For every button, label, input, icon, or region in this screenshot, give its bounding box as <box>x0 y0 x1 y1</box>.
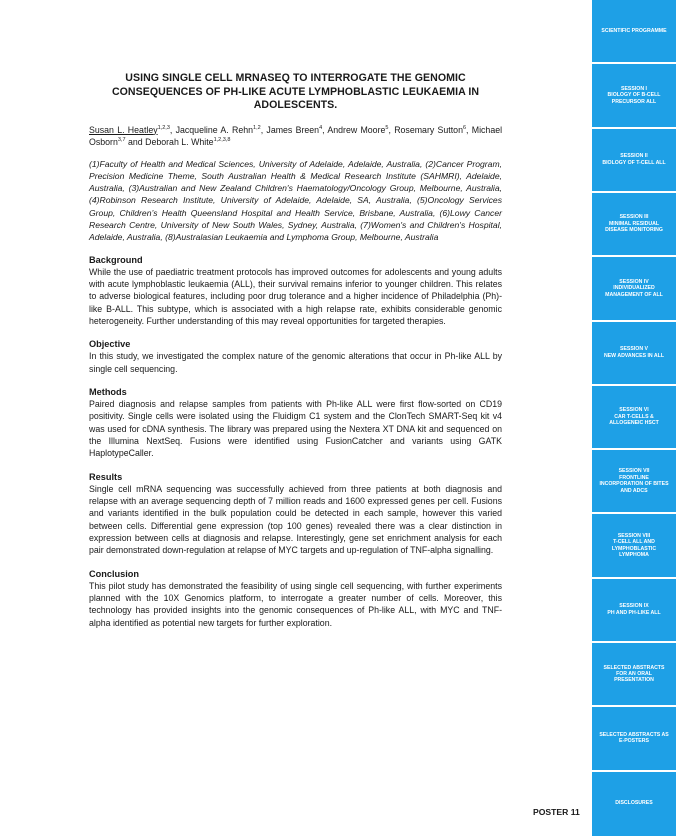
sidebar-item-label: SESSION I BIOLOGY OF B-CELL PRECURSOR ALL <box>607 85 661 105</box>
author-affiliation-marker: 1,2,3,8 <box>213 136 231 143</box>
section-body-conclusion: This pilot study has demonstrated the feasibility of using single cell sequencing, with further experiments planned with the 10X Genomics platform, to interrogate a greater number of cells. Moreover, this technology has provided insights into the genomic consequences of Ph-like ALL, with MYC and TNF-alpha identified as potential new targets for further exploration. <box>89 580 502 628</box>
section-body-methods: Paired diagnosis and relapse samples from patients with Ph-like ALL were first flow-sorted on CD19 positivity. Single cells were isolated using the Fluidigm C1 system and the ClonTech SMART-Seq kit v4 was used for cDNA synthesis. The library was prepared using the Nextera XT DNA kit and sequenced on the Illumina NextSeq. Fusions were identified using FusionCatcher and variants using GATK HaplotypeCaller. <box>89 398 502 459</box>
session-sidebar <box>592 0 676 836</box>
sidebar-item-label: SESSION VI CAR T-CELLS & ALLOGENEIC HSCT <box>609 407 659 427</box>
section-body-results: Single cell mRNA sequencing was successfully achieved from three patients at both diagnosis and relapse with an average sequencing depth of 7 million reads and 1600 expressed genes per cell. Fusions and variants identified in the bulk population could be detected in each sample, however this varied between cells. Differential gene expression (top 100 genes) revealed there was a clear distinction in expression between cells at diagnosis and relapse. Interestingly, gene set enrichment analysis for each pair demonstrated down-regulation at relapse of MYC targets and up-regulation of TNF-alpha signalling. <box>89 483 502 556</box>
sidebar-item-label: SESSION IX PH AND PH-LIKE ALL <box>607 603 661 616</box>
sidebar-item-label: SESSION III MINIMAL RESIDUAL DISEASE MONITORING <box>605 214 663 234</box>
author-separator: , <box>260 124 267 135</box>
author-name: Susan L. Heatley <box>89 124 158 135</box>
sidebar-item-label: SCIENTIFIC PROGRAMME <box>601 27 667 34</box>
sidebar-item-10[interactable] <box>592 579 676 641</box>
sidebar-item-7[interactable] <box>592 386 676 448</box>
author-affiliation-marker: 4 <box>319 124 323 131</box>
author-name: James Breen <box>266 124 320 135</box>
author-affiliation-marker: 6 <box>462 124 467 131</box>
author-separator: , <box>169 124 176 135</box>
abstract-title: USING SINGLE CELL MRNASEQ TO INTERROGATE THE GENOMIC CONSEQUENCES OF PH-LIKE ACUTE LYMPHOBLASTIC LEUKAEMIA IN ADOLESCENTS. <box>111 72 480 111</box>
author-name: Michael Osborn <box>89 124 503 147</box>
section-body-objective: In this study, we investigated the complex nature of the genomic alterations that occur in Ph-like ALL by single cell sequencing. <box>89 351 502 374</box>
sidebar-item-2[interactable] <box>592 64 676 126</box>
sidebar-item-3[interactable] <box>592 129 676 191</box>
sidebar-item-label: DISCLOSURES <box>615 799 653 806</box>
sidebar-item-5[interactable] <box>592 257 676 319</box>
sidebar-item-9[interactable] <box>592 514 676 576</box>
sidebar-item-label: SESSION II BIOLOGY OF T-CELL ALL <box>602 153 666 166</box>
sidebar-item-11[interactable] <box>592 643 676 705</box>
section-heading-results: Results <box>89 471 123 482</box>
author-separator: , <box>466 124 472 135</box>
abstract-sections <box>89 254 502 630</box>
author-name: Deborah L. White <box>145 136 214 147</box>
sidebar-item-label: SELECTED ABSTRACTS FOR AN ORAL PRESENTATION <box>603 664 665 684</box>
author-affiliation-marker: 3,7 <box>117 136 126 143</box>
sidebar-item-label: SESSION IV INDIVIDUALIZED MANAGEMENT OF ALL <box>605 278 663 298</box>
sidebar-item-12[interactable] <box>592 707 676 769</box>
author-separator: , <box>388 124 395 135</box>
sidebar-item-13[interactable] <box>592 772 676 834</box>
sidebar-item-label: SELECTED ABSTRACTS AS E-POSTERS <box>599 732 669 745</box>
sidebar-item-4[interactable] <box>592 193 676 255</box>
section-heading-conclusion: Conclusion <box>89 568 140 579</box>
author-separator: , <box>322 124 328 135</box>
sidebar-item-label: SESSION VII FRONTLINE INCORPORATION OF BITES AND ADCS <box>599 468 669 494</box>
section-heading-background: Background <box>89 254 143 265</box>
author-list <box>89 124 502 148</box>
author-name: Jacqueline A. Rehn <box>175 124 254 135</box>
section-body-background: While the use of paediatric treatment protocols has improved outcomes for adolescents and young adults with acute lymphoblastic leukaemia (ALL), their survival remains inferior to younger children. This relates to adverse biological features, including poor drug tolerance and a higher incidence of Philadelphia (Ph)-like B-ALL. This subtype, which is associated with a high relapse rate, exhibits considerable genomic heterogeneity. Further understanding of this may reveal opportunities for targeted therapies. <box>89 266 502 326</box>
affiliations: (1)Faculty of Health and Medical Sciences, University of Adelaide, Adelaide, Australia, (2)Cancer Program, Precision Medicine Theme, South Australian Health & Medical Research Institute (SAHMRI), Adelaide, Australia, (3)Australian and New Zealand Children's Haematology/Oncology Group, Melbourne, Australia, (4)Robinson Research Institute, University of Adelaide, Adelaide, SA, Australia, (5)Oncology Services Group, Children’s Health Queensland Hospital and Health Service, Brisbane, Australia, (6)Lowy Cancer Research Centre, University of New South Wales, Sydney, Australia, (7)Women's and Children's Hospital, Adelaide, Australia, (8)Australasian Leukaemia and Lymphoma Group, Melbourne, Australia <box>89 158 502 243</box>
author-separator: and <box>125 136 146 147</box>
author-name: Rosemary Sutton <box>394 124 463 135</box>
section-heading-objective: Objective <box>89 339 131 350</box>
abstract-content <box>89 72 502 640</box>
section-heading-methods: Methods <box>89 386 127 397</box>
author-affiliation-marker: 5 <box>385 124 389 131</box>
author-affiliation-marker: 1,2 <box>253 124 261 131</box>
sidebar-item-1[interactable] <box>592 0 676 62</box>
sidebar-item-label: SESSION V NEW ADVANCES IN ALL <box>603 346 665 359</box>
poster-number: POSTER 11 <box>533 807 580 817</box>
author-affiliation-marker: 1,2,3 <box>157 124 170 131</box>
sidebar-item-label: SESSION VIII T-CELL ALL AND LYMPHOBLASTIC LYMPHOMA <box>611 532 657 558</box>
sidebar-item-6[interactable] <box>592 322 676 384</box>
sidebar-item-8[interactable] <box>592 450 676 512</box>
author-name: Andrew Moore <box>327 124 386 135</box>
